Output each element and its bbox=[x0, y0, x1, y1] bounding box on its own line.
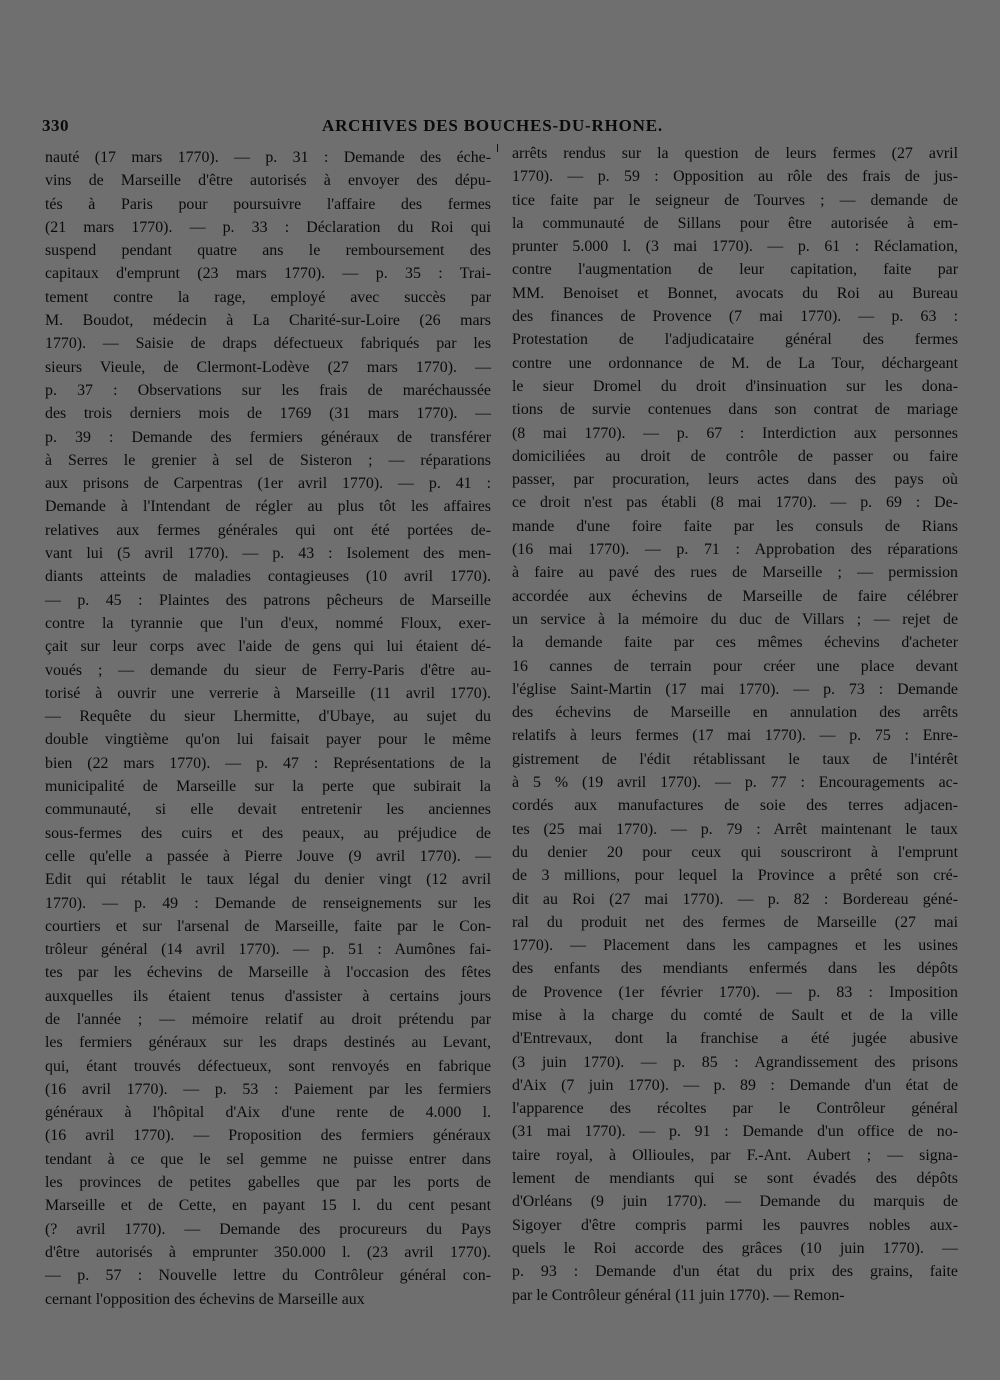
text-line: arrêts rendus sur la question de leurs fermes (27 avril bbox=[512, 145, 958, 162]
text-line: tions de survie contenues dans son contrat de mariage bbox=[512, 401, 958, 419]
page-header bbox=[42, 116, 958, 140]
text-line: courtiers et sur l'arsenal de Marseille, faite par le Con- bbox=[45, 917, 491, 935]
text-line: ral du produit net des fermes de Marseille (27 mai bbox=[512, 913, 958, 931]
text-line: l'église Saint-Martin (17 mai 1770). — p. 73 : Demande bbox=[512, 680, 958, 698]
text-line: Demande à l'Intendant de régler au plus tôt les affaires bbox=[45, 498, 491, 516]
text-line: 16 cannes de terrain pour créer une place devant bbox=[512, 657, 958, 675]
text-line: sieurs Vieule, de Clermont-Lodève (27 mars 1770). — bbox=[45, 358, 491, 376]
text-line: p. 93 : Demande d'un état du prix des grains, faite bbox=[512, 1263, 958, 1281]
text-line: l'apparence des récoltes par le Contrôleur général bbox=[512, 1100, 958, 1118]
text-line: vant lui (5 avril 1770). — p. 43 : Isolement des men- bbox=[45, 545, 491, 563]
right-text-column bbox=[512, 142, 958, 1307]
text-line: auxquelles ils étaient tenus d'assister à certains jours bbox=[45, 987, 491, 1005]
text-line: gistrement de l'édit rétablissant le taux de l'intérêt bbox=[512, 750, 958, 768]
text-line: taire royal, à Ollioules, par F.-Ant. Aubert ; — signa- bbox=[512, 1146, 958, 1164]
text-line: lement de mendiants qui se sont évadés des dépôts bbox=[512, 1170, 958, 1188]
text-line: domiciliées au droit de contrôle de passer ou faire bbox=[512, 447, 958, 465]
text-line: contre une ordonnance de M. de La Tour, déchargeant bbox=[512, 354, 958, 372]
text-line: — p. 45 : Plaintes des patrons pêcheurs de Marseille bbox=[45, 591, 491, 609]
text-line: tendant à ce que le sel gemme ne puisse entrer dans bbox=[45, 1150, 491, 1168]
text-line: de 3 millions, pour lequel la Province a prêté son cré- bbox=[512, 867, 958, 885]
text-line: contre la tyrannie que l'un d'eux, nommé Floux, exer- bbox=[45, 614, 491, 632]
text-line: ce droit n'est pas établi (8 mai 1770). — p. 69 : De- bbox=[512, 494, 958, 512]
text-line: voués ; — demande du sieur de Ferry-Paris d'être au- bbox=[45, 661, 491, 679]
text-line: généraux à l'hôpital d'Aix d'une rente de 4.000 l. bbox=[45, 1104, 491, 1122]
text-line: d'être autorisés à emprunter 350.000 l. (23 avril 1770). bbox=[45, 1243, 491, 1261]
text-line: celle qu'elle a passée à Pierre Jouve (9 avril 1770). — bbox=[45, 847, 491, 865]
running-title: ARCHIVES DES BOUCHES-DU-RHONE. bbox=[322, 116, 663, 135]
page-number: 330 bbox=[42, 116, 69, 135]
text-line: tement contre la rage, employé avec succès par bbox=[45, 288, 491, 306]
text-line: le sieur Dromel du droit d'insinuation sur les dona- bbox=[512, 377, 958, 395]
text-line: mande d'une foire faite par les consuls de Rians bbox=[512, 517, 958, 535]
text-line: torisé à ouvrir une verrerie à Marseille (11 avril 1770). bbox=[45, 684, 491, 702]
text-line: 1770). — p. 49 : Demande de renseignements sur les bbox=[45, 894, 491, 912]
text-line: Protestation de l'adjudicataire général des fermes bbox=[512, 331, 958, 349]
text-line: municipalité de Marseille sur la perte que subirait la bbox=[45, 778, 491, 796]
text-line: double vingtième qu'on lui faisait payer pour le même bbox=[45, 731, 491, 749]
text-line: contre l'augmentation de leur capitation, faite par bbox=[512, 261, 958, 279]
text-line: à faire au pavé des rues de Marseille ; — permission bbox=[512, 564, 958, 582]
text-line: des échevins de Marseille en annulation des arrêts bbox=[512, 704, 958, 722]
text-line: 1770). — p. 59 : Opposition au rôle des frais de jus- bbox=[512, 168, 958, 186]
text-line: — Requête du sieur Lhermitte, d'Ubaye, au sujet du bbox=[45, 708, 491, 726]
text-line: M. Boudot, médecin à La Charité-sur-Loire (26 mars bbox=[45, 312, 491, 330]
text-line: cordés aux manufactures de soie des terres adjacen- bbox=[512, 797, 958, 815]
text-line: trôleur général (14 avril 1770). — p. 51 : Aumônes fai- bbox=[45, 941, 491, 959]
text-line: qui, étant trouvés défectueux, sont renvoyés en fabrique bbox=[45, 1057, 491, 1075]
text-line: d'Aix (7 juin 1770). — p. 89 : Demande d'un état de bbox=[512, 1076, 958, 1094]
text-line: par le Contrôleur général (11 juin 1770). — Remon- bbox=[512, 1286, 845, 1304]
text-line: dit au Roi (27 mai 1770). — p. 82 : Bordereau géné- bbox=[512, 890, 958, 908]
text-line: passer, par procuration, leurs actes dans des pays où bbox=[512, 471, 958, 489]
text-line: MM. Benoiset et Bonnet, avocats du Roi au Bureau bbox=[512, 284, 958, 302]
text-line: d'Entrevaux, dont la franchise a été jugée abusive bbox=[512, 1030, 958, 1048]
text-line: sous-fermes des cuirs et des peaux, au préjudice de bbox=[45, 824, 491, 842]
text-line: tice faite par le seigneur de Tourves ; — demande de bbox=[512, 191, 958, 209]
text-line: de Provence (1er février 1770). — p. 83 : Imposition bbox=[512, 983, 958, 1001]
text-line: tes (25 mai 1770). — p. 79 : Arrêt maintenant le taux bbox=[512, 820, 958, 838]
text-line: à Serres le grenier à sel de Sisteron ; — réparations bbox=[45, 451, 491, 469]
text-line: des enfants des mendiants enfermés dans les dépôts bbox=[512, 960, 958, 978]
text-line: Sigoyer d'être compris parmi les pauvres nobles aux- bbox=[512, 1216, 958, 1234]
text-line: diants atteints de maladies contagieuses (10 avril 1770). bbox=[45, 568, 491, 586]
text-line: (31 mai 1770). — p. 91 : Demande d'un office de no- bbox=[512, 1123, 958, 1141]
text-line: les fermiers généraux sur les draps destinés au Levant, bbox=[45, 1034, 491, 1052]
text-line: d'Orléans (9 juin 1770). — Demande du marquis de bbox=[512, 1193, 958, 1211]
text-line: les provinces de petites gabelles que par les ports de bbox=[45, 1174, 491, 1192]
text-line: cernant l'opposition des échevins de Marseille aux bbox=[45, 1290, 365, 1308]
text-line: (16 mai 1770). — p. 71 : Approbation des réparations bbox=[512, 541, 958, 559]
text-line: (16 avril 1770). — p. 53 : Paiement par les fermiers bbox=[45, 1080, 491, 1098]
text-line: des trois derniers mois de 1769 (31 mars 1770). — bbox=[45, 405, 491, 423]
text-line: (21 mars 1770). — p. 33 : Déclaration du Roi qui bbox=[45, 218, 491, 236]
text-line: bien (22 mars 1770). — p. 47 : Représentations de la bbox=[45, 754, 491, 772]
text-line: accordée aux échevins de Marseille de faire célébrer bbox=[512, 587, 958, 605]
text-line: un service à la mémoire du duc de Villars ; — rejet de bbox=[512, 610, 958, 628]
text-line: (8 mai 1770). — p. 67 : Interdiction aux personnes bbox=[512, 424, 958, 442]
column-divider bbox=[497, 144, 498, 152]
text-line: aux prisons de Carpentras (1er avril 1770). — p. 41 : bbox=[45, 475, 491, 493]
text-line: des finances de Provence (7 mai 1770). — p. 63 : bbox=[512, 308, 958, 326]
text-line: quels le Roi accorde des grâces (10 juin 1770). — bbox=[512, 1239, 958, 1257]
text-line: vins de Marseille d'être autorisés à envoyer des dépu- bbox=[45, 172, 491, 190]
text-line: p. 37 : Observations sur les frais de maréchaussée bbox=[45, 381, 491, 399]
text-line: communauté, si elle devait entretenir les anciennes bbox=[45, 801, 491, 819]
left-text-column bbox=[45, 146, 491, 1311]
text-line: à 5 % (19 avril 1770). — p. 77 : Encouragements ac- bbox=[512, 774, 958, 792]
text-line: 1770). — Saisie de draps défectueux fabriqués par les bbox=[45, 335, 491, 353]
text-line: çait sur leur corps avec l'aide de gens qui lui étaient dé- bbox=[45, 638, 491, 656]
text-line: du denier 20 pour ceux qui souscriront à l'emprunt bbox=[512, 843, 958, 861]
text-line: 1770). — Placement dans les campagnes et les usines bbox=[512, 937, 958, 955]
text-line: Edit qui rétablit le taux légal du denier vingt (12 avril bbox=[45, 871, 491, 889]
text-line: de l'année ; — mémoire relatif au droit prétendu par bbox=[45, 1010, 491, 1028]
text-line: Marseille et de Cette, en payant 15 l. du cent pesant bbox=[45, 1197, 491, 1215]
text-line: (? avril 1770). — Demande des procureurs du Pays bbox=[45, 1220, 491, 1238]
text-line: tes par les échevins de Marseille à l'occasion des fêtes bbox=[45, 964, 491, 982]
text-line: (3 juin 1770). — p. 85 : Agrandissement des prisons bbox=[512, 1053, 958, 1071]
text-line: capitaux d'emprunt (23 mars 1770). — p. 35 : Trai- bbox=[45, 265, 491, 283]
text-line: — p. 57 : Nouvelle lettre du Contrôleur général con- bbox=[45, 1267, 491, 1285]
text-line: suspend pendant quatre ans le remboursement des bbox=[45, 242, 491, 260]
text-line: la communauté de Sillans pour être autorisée à em- bbox=[512, 214, 958, 232]
text-line: mise à la charge du comté de Sault et de la ville bbox=[512, 1006, 958, 1024]
text-line: p. 39 : Demande des fermiers généraux de transférer bbox=[45, 428, 491, 446]
text-line: relatifs à leurs fermes (17 mai 1770). — p. 75 : Enre- bbox=[512, 727, 958, 745]
text-line: (16 avril 1770). — Proposition des fermiers généraux bbox=[45, 1127, 491, 1145]
text-line: nauté (17 mars 1770). — p. 31 : Demande des éche- bbox=[45, 149, 491, 166]
text-line: tés à Paris pour poursuivre l'affaire des fermes bbox=[45, 195, 491, 213]
text-line: prunter 5.000 l. (3 mai 1770). — p. 61 : Réclamation, bbox=[512, 238, 958, 256]
text-line: relatives aux fermes générales qui ont été portées de- bbox=[45, 521, 491, 539]
text-line: la demande faite par ces mêmes échevins d'acheter bbox=[512, 634, 958, 652]
